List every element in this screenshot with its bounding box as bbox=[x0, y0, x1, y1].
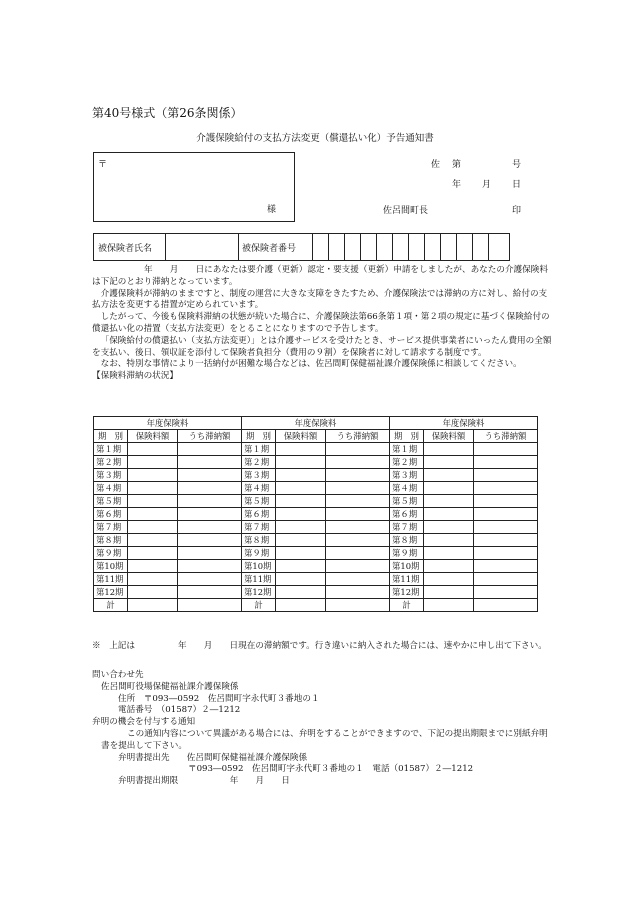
period-label: 第２期 bbox=[242, 456, 276, 469]
arrears-cell bbox=[178, 456, 242, 469]
amount-cell bbox=[128, 586, 178, 599]
paragraph-consult: なお、特別な事情により一括納付が困難な場合などは、佐呂間町保健福祉課介護保険係に相談してください。 bbox=[100, 359, 522, 370]
status-heading: 【保険料滞納の状況】 bbox=[92, 371, 178, 382]
defense-text: この通知内容について異議がある場合には、弁明をすることができますので、下記の提出期限までに別紙弁明書を提出して下さい。 bbox=[101, 728, 548, 751]
arrears-cell bbox=[474, 443, 538, 456]
period-label: 第11期 bbox=[94, 573, 128, 586]
arrears-cell bbox=[474, 521, 538, 534]
total-arrears-cell bbox=[326, 599, 390, 612]
arrears-cell bbox=[326, 573, 390, 586]
table-row bbox=[94, 495, 538, 508]
number-cell bbox=[313, 234, 329, 260]
contact-office: 佐呂間町役場保健福祉課介護保険係 bbox=[101, 681, 239, 692]
period-label: 第７期 bbox=[94, 521, 128, 534]
total-label: 計 bbox=[94, 599, 128, 612]
submit-deadline: 弁明書提出期限 年 月 日 bbox=[118, 776, 290, 787]
amount-cell bbox=[276, 547, 326, 560]
amount-cell bbox=[128, 443, 178, 456]
number-cell bbox=[329, 234, 345, 260]
arrears-cell bbox=[178, 469, 242, 482]
amount-cell bbox=[276, 534, 326, 547]
period-column-header: 期 別 bbox=[242, 430, 276, 443]
amount-cell bbox=[276, 521, 326, 534]
arrears-table bbox=[93, 416, 538, 612]
amount-cell bbox=[276, 586, 326, 599]
table-row bbox=[94, 508, 538, 521]
insured-number-label: 被保険者番号 bbox=[239, 234, 313, 260]
table-total-row bbox=[94, 599, 538, 612]
number-cell bbox=[425, 234, 441, 260]
paragraph-application: 年 月 日にあなたは要介護（更新）認定・要支援（更新）申請をしましたが、あなたの介護保険料は下記のとおり滞納となっています。 bbox=[92, 265, 548, 287]
amount-cell bbox=[128, 573, 178, 586]
arrears-cell bbox=[474, 586, 538, 599]
amount-cell bbox=[128, 456, 178, 469]
period-label: 第11期 bbox=[390, 573, 424, 586]
period-label: 第12期 bbox=[390, 586, 424, 599]
arrears-cell bbox=[326, 560, 390, 573]
table-row bbox=[94, 560, 538, 573]
table-row bbox=[94, 443, 538, 456]
arrears-cell bbox=[474, 560, 538, 573]
arrears-cell bbox=[178, 560, 242, 573]
arrears-cell bbox=[474, 573, 538, 586]
amount-cell bbox=[424, 508, 474, 521]
document-title: 介護保険給付の支払方法変更（償還払い化）予告通知書 bbox=[196, 133, 434, 144]
arrears-cell bbox=[474, 456, 538, 469]
number-cell bbox=[377, 234, 393, 260]
date-day: 日 bbox=[512, 180, 522, 190]
amount-cell bbox=[128, 495, 178, 508]
arrears-cell bbox=[178, 443, 242, 456]
ref-sa: 佐 bbox=[431, 160, 441, 170]
period-label: 第２期 bbox=[94, 456, 128, 469]
amount-cell bbox=[424, 443, 474, 456]
period-label: 第５期 bbox=[390, 495, 424, 508]
period-label: 第３期 bbox=[242, 469, 276, 482]
arrears-cell bbox=[474, 547, 538, 560]
arrears-cell bbox=[326, 508, 390, 521]
amount-cell bbox=[424, 456, 474, 469]
period-label: 第11期 bbox=[242, 573, 276, 586]
arrears-cell bbox=[326, 469, 390, 482]
amount-cell bbox=[128, 482, 178, 495]
arrears-column-header: うち滞納額 bbox=[326, 430, 390, 443]
period-label: 第12期 bbox=[94, 586, 128, 599]
period-label: 第８期 bbox=[94, 534, 128, 547]
period-label: 第６期 bbox=[94, 508, 128, 521]
period-label: 第12期 bbox=[242, 586, 276, 599]
period-label: 第４期 bbox=[390, 482, 424, 495]
amount-cell bbox=[276, 508, 326, 521]
period-label: 第１期 bbox=[94, 443, 128, 456]
period-label: 第２期 bbox=[390, 456, 424, 469]
number-cell bbox=[441, 234, 457, 260]
period-label: 第10期 bbox=[242, 560, 276, 573]
period-label: 第６期 bbox=[390, 508, 424, 521]
period-label: 第９期 bbox=[242, 547, 276, 560]
period-label: 第１期 bbox=[242, 443, 276, 456]
amount-cell bbox=[128, 560, 178, 573]
period-label: 第４期 bbox=[242, 482, 276, 495]
ref-go: 号 bbox=[512, 160, 522, 170]
arrears-cell bbox=[326, 456, 390, 469]
arrears-cell bbox=[178, 534, 242, 547]
number-cell bbox=[409, 234, 425, 260]
table-column-header-row bbox=[94, 430, 538, 443]
amount-cell bbox=[424, 482, 474, 495]
amount-cell bbox=[276, 495, 326, 508]
date-year: 年 bbox=[452, 180, 462, 190]
postal-mark: 〒 bbox=[98, 160, 108, 170]
amount-cell bbox=[128, 534, 178, 547]
period-label: 第10期 bbox=[390, 560, 424, 573]
period-label: 第６期 bbox=[242, 508, 276, 521]
fiscal-year-header: 年度保険料 bbox=[242, 417, 390, 430]
arrears-cell bbox=[178, 495, 242, 508]
seal-mark: 印 bbox=[512, 206, 522, 216]
period-label: 第３期 bbox=[390, 469, 424, 482]
amount-cell bbox=[128, 469, 178, 482]
amount-cell bbox=[424, 495, 474, 508]
period-label: 第７期 bbox=[242, 521, 276, 534]
notice-body bbox=[92, 265, 552, 383]
amount-cell bbox=[276, 456, 326, 469]
paragraph-notice: したがって、今後も保険料滞納の状態が続いた場合に、介護保険法第66条第１項・第２項の規定に基づく保険給付の償還払い化の措置（支払方法変更）をとることになりますので予告します。 bbox=[92, 312, 550, 334]
period-label: 第９期 bbox=[390, 547, 424, 560]
form-number: 第40号様式（第26条関係） bbox=[92, 106, 243, 120]
fiscal-year-header: 年度保険料 bbox=[390, 417, 538, 430]
arrears-cell bbox=[178, 586, 242, 599]
amount-column-header: 保険料額 bbox=[128, 430, 178, 443]
period-label: 第３期 bbox=[94, 469, 128, 482]
table-row bbox=[94, 547, 538, 560]
arrears-cell bbox=[326, 521, 390, 534]
number-cell bbox=[345, 234, 361, 260]
table-group-header-row bbox=[94, 417, 538, 430]
arrears-cell bbox=[326, 547, 390, 560]
amount-cell bbox=[424, 560, 474, 573]
arrears-cell bbox=[474, 495, 538, 508]
amount-cell bbox=[424, 469, 474, 482]
amount-column-header: 保険料額 bbox=[276, 430, 326, 443]
amount-cell bbox=[424, 521, 474, 534]
defense-heading: 弁明の機会を付与する通知 bbox=[92, 717, 196, 728]
period-label: 第９期 bbox=[94, 547, 128, 560]
ref-dai: 第 bbox=[452, 160, 462, 170]
number-cell bbox=[489, 234, 509, 260]
amount-cell bbox=[128, 521, 178, 534]
table-row bbox=[94, 521, 538, 534]
arrears-cell bbox=[474, 482, 538, 495]
issuer-name: 佐呂間町長 bbox=[383, 206, 429, 216]
arrears-cell bbox=[474, 534, 538, 547]
amount-cell bbox=[276, 469, 326, 482]
amount-cell bbox=[276, 443, 326, 456]
amount-cell bbox=[128, 508, 178, 521]
arrears-cell bbox=[178, 573, 242, 586]
number-cell bbox=[473, 234, 489, 260]
amount-cell bbox=[424, 547, 474, 560]
amount-cell bbox=[128, 547, 178, 560]
period-label: 第４期 bbox=[94, 482, 128, 495]
number-cell bbox=[393, 234, 409, 260]
total-label: 計 bbox=[390, 599, 424, 612]
total-amount-cell bbox=[128, 599, 178, 612]
total-arrears-cell bbox=[474, 599, 538, 612]
arrears-note: ※ 上記は 年 月 日現在の滞納額です。行き違いに納入された場合には、速やかに申し出て下さい。 bbox=[92, 641, 547, 651]
arrears-cell bbox=[326, 443, 390, 456]
table-row bbox=[94, 534, 538, 547]
arrears-cell bbox=[474, 508, 538, 521]
period-column-header: 期 別 bbox=[94, 430, 128, 443]
arrears-cell bbox=[474, 469, 538, 482]
insured-info-box bbox=[93, 233, 510, 261]
period-label: 第５期 bbox=[242, 495, 276, 508]
amount-cell bbox=[276, 573, 326, 586]
period-label: 第８期 bbox=[390, 534, 424, 547]
table-row bbox=[94, 573, 538, 586]
amount-cell bbox=[276, 482, 326, 495]
amount-cell bbox=[424, 573, 474, 586]
paragraph-delinquency: 介護保険料が滞納のままですと、制度の運営に大きな支障をきたすため、介護保険法では滞納の方に対し、給付の支払方法を変更する措置が定められています。 bbox=[92, 288, 548, 311]
arrears-column-header: うち滞納額 bbox=[178, 430, 242, 443]
amount-column-header: 保険料額 bbox=[424, 430, 474, 443]
amount-cell bbox=[276, 560, 326, 573]
arrears-column-header: うち滞納額 bbox=[474, 430, 538, 443]
fiscal-year-header: 年度保険料 bbox=[94, 417, 242, 430]
total-amount-cell bbox=[276, 599, 326, 612]
period-label: 第10期 bbox=[94, 560, 128, 573]
table-row bbox=[94, 469, 538, 482]
insured-name-field bbox=[166, 234, 239, 260]
address-box bbox=[93, 152, 295, 222]
number-cell bbox=[361, 234, 377, 260]
honorific-sama: 様 bbox=[266, 205, 276, 215]
arrears-cell bbox=[326, 534, 390, 547]
period-label: 第８期 bbox=[242, 534, 276, 547]
arrears-cell bbox=[326, 482, 390, 495]
number-cell bbox=[457, 234, 473, 260]
amount-cell bbox=[424, 586, 474, 599]
period-column-header: 期 別 bbox=[390, 430, 424, 443]
total-label: 計 bbox=[242, 599, 276, 612]
paragraph-definition: 「保険給付の償還払い（支払方法変更）」とは介護サービスを受けたとき、サービス提供事業者にいったん費用の全額を支払い、後日、領収証を添付して保険者負担分（費用の９割）を保険者に対して請求する制度です。 bbox=[92, 335, 552, 358]
submit-address: 〒093―0592 佐呂間町字永代町３番地の１ 電話（01587）２―1212 bbox=[188, 764, 474, 775]
period-label: 第７期 bbox=[390, 521, 424, 534]
total-arrears-cell bbox=[178, 599, 242, 612]
period-label: 第５期 bbox=[94, 495, 128, 508]
contact-address: 住所 〒093―0592 佐呂間町字永代町３番地の１ bbox=[118, 693, 320, 704]
date-month: 月 bbox=[482, 180, 492, 190]
arrears-cell bbox=[178, 482, 242, 495]
submit-destination: 弁明書提出先 佐呂間町保健福祉課介護保険係 bbox=[118, 752, 308, 763]
arrears-cell bbox=[178, 508, 242, 521]
arrears-cell bbox=[178, 521, 242, 534]
table-row bbox=[94, 482, 538, 495]
period-label: 第１期 bbox=[390, 443, 424, 456]
table-row bbox=[94, 586, 538, 599]
contact-section bbox=[92, 670, 552, 788]
insured-name-label: 被保険者氏名 bbox=[94, 234, 166, 260]
total-amount-cell bbox=[424, 599, 474, 612]
contact-phone: 電話番号 （01587）２―1212 bbox=[118, 705, 241, 716]
table-row bbox=[94, 456, 538, 469]
arrears-cell bbox=[326, 495, 390, 508]
arrears-cell bbox=[326, 586, 390, 599]
contact-heading: 問い合わせ先 bbox=[92, 670, 144, 680]
amount-cell bbox=[424, 534, 474, 547]
arrears-cell bbox=[178, 547, 242, 560]
